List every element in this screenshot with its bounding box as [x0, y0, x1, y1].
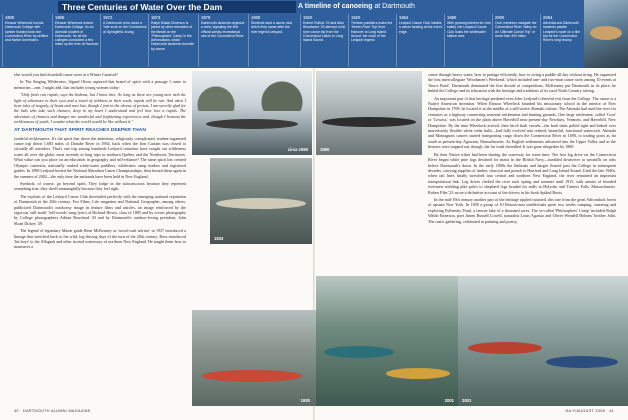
quote-paragraph: "Only fools run rapids, says the Indians, but I know this: As long as there are young men with the light of adventure in their eyes and a touch of wildness in their souls, rapids will be run. And when I hear tales of tragedy, of boats and men lost, though I join in the chorus of protest, I am secretly glad for the lads who take such chances, deep in my heart I understand and feel how love a rapids. The adventure of chances and danger are wonderful and frightening experiences and, though I bemoan the recklessness of youth, I wonder what the world would be like without it." [14, 92, 186, 125]
photo-canoe [468, 342, 542, 354]
photo-canoe [216, 198, 306, 209]
photo-canoe-portage [192, 71, 312, 155]
magazine-name: DARTMOUTH ALUMNI MAGAZINE [22, 409, 91, 413]
issue-date: JULY/AUGUST 2006 [564, 409, 606, 413]
paragraph: The legend of legendary Maine guide Rene McKenney as 'wood-craft adviser' in 1937 introduced a lineage that stretched back to the wild, log-driving days of the turn of the 20th century. Ross introduced 'his boys' to the Allagash and other storied waterways of northern New England. He taught them how to maneuver a [14, 228, 186, 250]
band-title: Three Centuries of Water Over the Dam [58, 1, 296, 13]
paragraph: By then Native tribes had been sharing the waterway for some time. The first log drive on the Connecticut River began white pine logs destined for masts in the British Navy—tumbled downriver to sawmills on rafts before Dartmouth's dawn. In the early 1800s the flatboats and barges floated past the College in subsequent decades, carrying supplies of timber, charcoal and potash to Hartford and Long Island Sound. Until the late 1940s, when rail lines finally stretched into central and northern New England, the river remained an important transportation link. Log drives choked the river each spring and summer until 1915, with armies of bearded rivermen wielding pike poles to shepherd logs headed for mills in Holyoke and Turners Falls, Massachusetts. Robert Pike '23 wrote a definitive account of the drivers in his book Spiked Boots. [428, 151, 616, 195]
photo-paddlers-right [458, 276, 628, 406]
timeline-entry: 2000 Club members navigate the Connecticut River Valley on an 'Ultimate Canoe Trip' of more than 400 miles. [492, 14, 542, 67]
photo-year: circa 1960 [287, 147, 308, 152]
timeline-entry: 1920 Robert Rollins '20 and Alan Woodward '20 attempt a full-river canoe trip from the Connecticut Lakes to Long Island Sound. [300, 14, 350, 67]
paragraph: canoe through heavy water, how to portage efficiently, how to swing a paddle all day without tiring. He organized the first intercollegiate 'Woodsmen's Weekend,' which included one- and two-man canoe races among 10 events at 'Storrs Pond.' Dartmouth dominated the first decade of competitions. McKenney put Dartmouth in its place; he linked the College and its education with the heritage and traditions of its rural North Country setting. [428, 72, 616, 94]
photo-year: 1930 [300, 398, 310, 403]
photo-paddlers-left [316, 276, 458, 406]
photo-canoe [202, 370, 302, 382]
timeline-entry: 2004 Adventurous Dartmouth students paddle Ledyard's route on a film trip for the Connecticut River's long history. [540, 14, 584, 67]
timeline-entry: 1872 A Dartmouth crew races a Yale scull on the Connecticut at Springfield, losing. [100, 14, 150, 67]
photo-year: 2001 [444, 398, 454, 403]
timeline-entry: 1879 Dartmouth students organize a crew, signaling the first official varsity recreational use of the Connecticut River. [198, 14, 248, 67]
photo-canoe [206, 119, 298, 129]
band-subtitle-light: at Dartmouth [374, 3, 415, 10]
photo-year: 2001 [462, 398, 472, 403]
page-number-left: 40 [14, 409, 19, 413]
photo-canoe [324, 346, 394, 358]
photo-canoe [546, 356, 618, 368]
paragraph: An important part of that heritage predated even John Ledyard's cheerful exit from the College. The canoe is a Native American invention. When Eleazar Wheelock founded his missionary school in the interior of New Hampshire in 1769, he located it in the middle of a still-active Abenaki culture. The Abenaki had used the river for centuries as a highway connecting seasonal settlements and hunting grounds. One large settlement, called 'Coos' or 'Cowass,' was located on the plain above Haverhill near present-day Newbury, Vermont, and Haverhill, New Hampshire. By the time Wheelock arrived, their birch bark vessels—the bark skins pulled tight and lashed over marvelously flexible white cedar hulls—had fully evolved into refined, beautiful, functional watercraft. Abenaki and Montagnais canoes started transporting cargo down the Connecticut River in 1690, to trading posts as far south as present-day Agawam, Massachusetts. As English settlements advanced into the Upper Valley and as the beavers were trapped out, though, the fur trade dwindled. It was gone altogether by 1800. [428, 95, 616, 150]
timeline-entry: 1964 Ledyard Canoe Club installs a canoe landing at the river's edge. [396, 14, 446, 67]
timeline-entry: 1980 With growing interest for river safety, the Ledyard Canoe Club hosts the whitewater slalom race. [444, 14, 494, 67]
paragraph: youthful recklessness. It's the spirit that drove the ambitious, religiously complicated, student-organized canoe trip down 1,683 miles of Danube River in 1964, back when the Iron Curtain was closed to virtually all outsiders. That's one trip among hundreds Ledyard canoeists have sought out wilderness water all over the globe, most recently in long trips in northern Québec and the Northwest Territories. What value can you place on an education in geography and self-reliance? The same spirit has created Olympic canoeists, nationally ranked white-water paddlers, wilderness camp leaders and registered guides. In 1988 Ledyard hosted the National Marathon Canoe Championships, then hosted them again in the summer of 2002—the only time the nationals have been held in New England. [14, 135, 186, 179]
photo-canoe [322, 117, 416, 127]
page-number-right: 41 [609, 409, 614, 413]
band-subtitle [298, 1, 415, 13]
timeline-entry: 1805 Eleazar Wheelock leaves Dartmouth College. As an Abenaki student of Dartmouth, 'tis all the colleges conducted a few miles up the river at Hanover. [52, 14, 102, 67]
photo-canoe-carry [210, 158, 312, 244]
photo-canoe-river [192, 310, 316, 406]
photo-canoe-shore [316, 71, 422, 155]
canoe-corner-photo [584, 0, 628, 68]
paragraph: Symbols, of course, go beyond spirit. They lodge in the subconscious because they represent something true, they dwell meaningfully because they feel right. [14, 180, 186, 192]
paragraph: The exploits of the Ledyard Canoe Club dovetailed perfectly with the emerging national reputation of Dartmouth in the 20th century. Fox Films, Life magazine and National Geographic, among others, publicized Dartmouth's outdoorsy image in feature films and articles, an image reinforced by the vigorous 'still-north' 'full-woods' song lyrics of Richard Hovey, class of 1885 and by scenic photographs by College photographers Adrian Bouchard '43 and by Dartmouth's outdoor-loving president, John Sloan Dickey '29. [14, 193, 186, 226]
photo-canoe [386, 368, 450, 379]
timeline-band [0, 0, 628, 68]
paragraph: In the mid-19th century another part of the heritage rippled outward, this one from the great Adirondack forest of upstate New York. In 1858 a group of 10 Boston-area intellectuals spent two weeks camping, canoeing and exploring Follensby Pond, a remote lake of a thousand acres. The so-called 'Philosophers' Camp' included Ralph Waldo Emerson, poet James Russell Lowell, naturalist Louis Agassiz and Oliver Wendell Holmes' brother John. The rustic gathering, celebrated in painting and poetry, [428, 196, 616, 224]
right-text-column [428, 72, 616, 274]
timeline-entry: 1800 Eleazar Wheelock founds Dartmouth College with lumber floated down the Connecticut River by settlers and Native Americans. [2, 14, 52, 67]
footer-right [565, 409, 614, 413]
photo-trees [192, 81, 312, 111]
paragraph: else would you find downhill canoe races at a Winter Carnival? [14, 72, 118, 77]
band-subtitle-bold: A timeline of canoeing [298, 3, 373, 10]
timeline-entry: 1920 Thirteen paddlers make the 'Seven-River Trip' from Hanover to Long Island Sound, the route of the Ledyard legend. [348, 14, 398, 67]
timeline-entry: 1873 Ralph Waldo Emerson is joined by other members of the literati on the 'Philosophers' Camp' in the Adirondacks, which Dartmouth students recreate by canoe. [148, 14, 198, 67]
paragraph: In The Singing Wilderness, Sigurd Olson captured that brand of spirit with a passage I came to memorize—one, I might add, that includes young women today: [14, 79, 186, 90]
photo-year: 1890 [320, 147, 330, 152]
timeline-entry: 1900 Students start a canoe club, which they name after the river legend Ledyard. [248, 14, 298, 67]
footer-left [14, 409, 91, 413]
left-text-column [14, 72, 186, 406]
section-subhead: AT DARTMOUTH THAT SPIRIT REACHES DEEPER THAN [14, 127, 146, 133]
photo-year: 1933 [214, 236, 224, 241]
